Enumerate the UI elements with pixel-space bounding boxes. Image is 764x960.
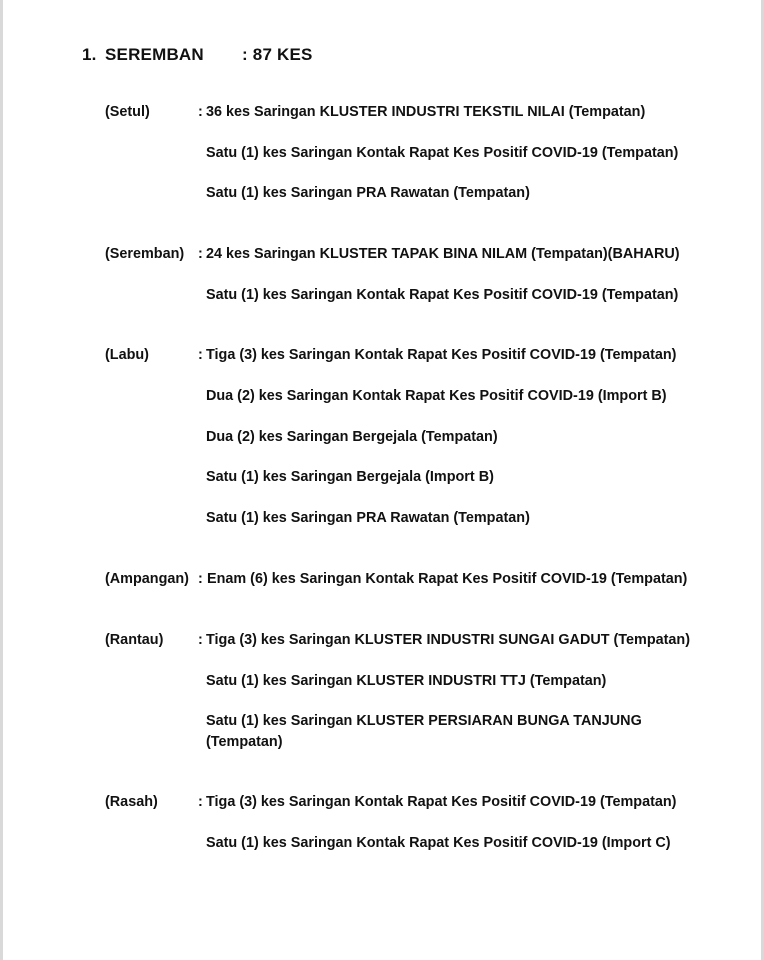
heading-number: 1. <box>82 45 97 64</box>
case-line: Satu (1) kes Saringan Kontak Rapat Kes Positif COVID-19 (Import C) <box>206 835 671 851</box>
case-line: Satu (1) kes Saringan KLUSTER INDUSTRI TTJ (Tempatan) <box>206 673 607 689</box>
case-line: Tiga (3) kes Saringan Kontak Rapat Kes Positif COVID-19 (Tempatan) <box>206 347 677 363</box>
case-line: Dua (2) kes Saringan Bergejala (Tempatan) <box>206 429 498 445</box>
case-line: Satu (1) kes Saringan Kontak Rapat Kes Positif COVID-19 (Tempatan) <box>206 287 679 303</box>
case-line: 36 kes Saringan KLUSTER INDUSTRI TEKSTIL NILAI (Tempatan) <box>206 104 646 120</box>
case-line: Tiga (3) kes Saringan Kontak Rapat Kes Positif COVID-19 (Tempatan) <box>206 794 677 810</box>
case-line: Satu (1) kes Saringan KLUSTER PERSIARAN BUNGA TANJUNG (Tempatan) <box>206 713 642 750</box>
area-colon: : <box>198 571 203 587</box>
area-colon: : <box>198 104 203 120</box>
case-line: Satu (1) kes Saringan PRA Rawatan (Tempatan) <box>206 185 530 201</box>
heading-place: SEREMBAN <box>105 45 204 64</box>
case-line: Tiga (3) kes Saringan KLUSTER INDUSTRI SUNGAI GADUT (Tempatan) <box>206 632 691 648</box>
heading-total: : 87 KES <box>242 45 313 64</box>
area-label: (Rasah) <box>105 794 158 810</box>
area-colon: : <box>198 246 203 262</box>
area-label: (Seremban) <box>105 246 185 262</box>
page-edge-left <box>0 0 3 960</box>
area-label: (Setul) <box>105 104 150 120</box>
case-line: 24 kes Saringan KLUSTER TAPAK BINA NILAM (Tempatan)(BAHARU) <box>206 246 680 262</box>
area-label: (Labu) <box>105 347 149 363</box>
case-line: Satu (1) kes Saringan PRA Rawatan (Tempatan) <box>206 510 530 526</box>
area-colon: : <box>198 794 203 810</box>
case-line: Dua (2) kes Saringan Kontak Rapat Kes Positif COVID-19 (Import B) <box>206 388 667 404</box>
case-line: Satu (1) kes Saringan Kontak Rapat Kes Positif COVID-19 (Tempatan) <box>206 145 679 161</box>
case-line: Enam (6) kes Saringan Kontak Rapat Kes Positif COVID-19 (Tempatan) <box>207 571 688 587</box>
area-label: (Ampangan) <box>105 571 189 587</box>
area-colon: : <box>198 347 203 363</box>
area-colon: : <box>198 632 203 648</box>
case-line: Satu (1) kes Saringan Bergejala (Import B) <box>206 469 494 485</box>
area-label: (Rantau) <box>105 632 164 648</box>
